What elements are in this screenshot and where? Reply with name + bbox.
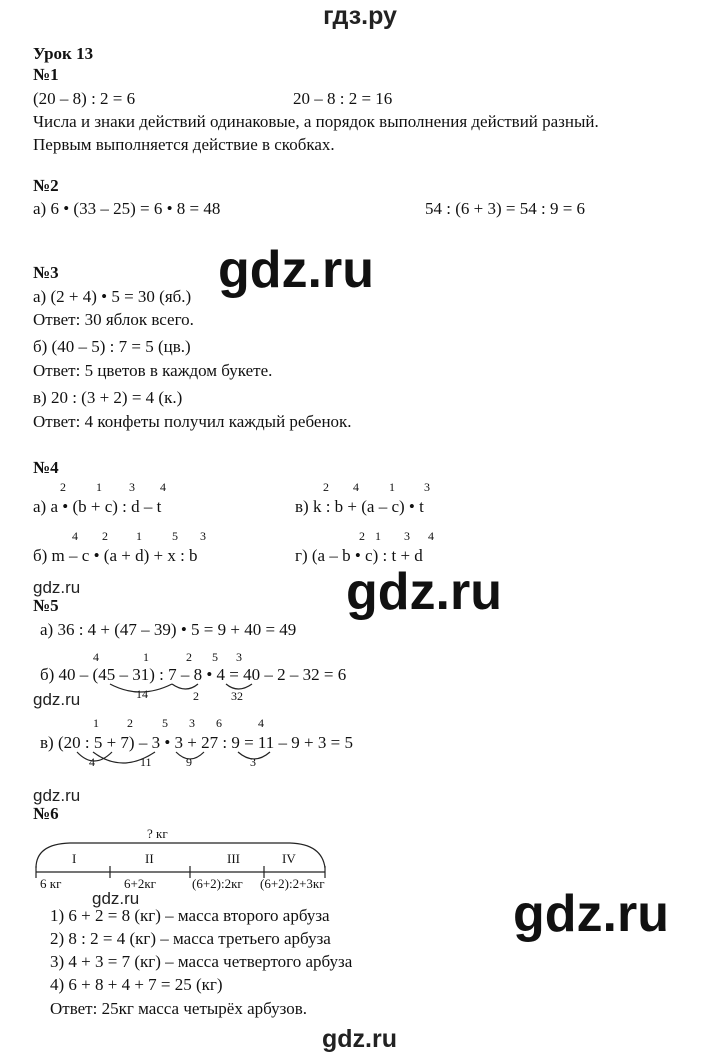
task5-b-sub-2: 2 [193,689,199,703]
task5-b-sub-1: 14 [136,687,148,701]
task6-label: №6 [33,804,59,823]
task2-expr-right: 54 : (6 + 3) = 54 : 9 = 6 [425,199,586,218]
diagram-seg-label-4: (6+2):2+3кг [260,876,325,891]
task5-b-expr: б) 40 – (45 – 31) : 7 – 8 • 4 = 40 – 2 – 32 = 6 [40,665,347,684]
watermark-small: gdz.ru [33,578,81,597]
task5-v-order-4: 3 [189,716,195,730]
task6-step-1: 1) 6 + 2 = 8 (кг) – масса второго арбуза [50,906,330,925]
site-footer[interactable]: gdz.ru [322,1025,397,1053]
task5-b-order-2: 1 [143,650,149,664]
diagram-segment-4: IV [282,851,296,866]
task4-g-expr: г) (a – b • c) : t + d [295,546,423,565]
diagram-seg-label-1: 6 кг [40,876,62,891]
task4-a-order-4: 4 [160,480,166,494]
task4-a-order-2: 1 [96,480,102,494]
task1-text2: Первым выполняется действие в скобках. [33,135,335,154]
task1-label: №1 [33,65,59,84]
task4-v-order-2: 4 [353,480,359,494]
watermark-gdz: gdz.ru [218,241,374,299]
task5-v-order-6: 4 [258,716,264,730]
task5-b-order-5: 3 [236,650,242,664]
task4-g-order-3: 3 [404,529,410,543]
task5-b-sub-3: 32 [231,689,243,703]
diagram-segment-2: II [145,851,154,866]
task4-g-order-1: 2 [359,529,365,543]
task3-label: №3 [33,263,59,282]
task4-a-order-1: 2 [60,480,66,494]
task4-a-order-3: 3 [129,480,135,494]
task4-b-order-1: 4 [72,529,78,543]
task2-label: №2 [33,176,59,195]
task4-b-order-3: 1 [136,529,142,543]
task3-c-expr: в) 20 : (3 + 2) = 4 (к.) [33,388,183,407]
task4-g-order-2: 1 [375,529,381,543]
diagram-segment-3: III [227,851,240,866]
task5-label: №5 [33,596,59,615]
lesson-title: Урок 13 [33,44,94,63]
task3-b-expr: б) (40 – 5) : 7 = 5 (цв.) [33,337,191,356]
task5-a-expr: а) 36 : 4 + (47 – 39) • 5 = 9 + 40 = 49 [40,620,297,639]
task5-v-order-2: 2 [127,716,133,730]
task4-v-expr: в) k : b + (a – c) • t [295,497,424,516]
diagram-segment-1: I [72,851,77,866]
task5-v-sub-2: 11 [140,755,152,769]
task1-expr-left: (20 – 8) : 2 = 6 [33,89,136,108]
task5-v-sub-4: 3 [250,755,256,769]
task5-b-order-4: 5 [212,650,218,664]
task5-v-expr: в) (20 : 5 + 7) – 3 • 3 + 27 : 9 = 11 – 9 + 3 = 5 [40,733,353,752]
task4-b-order-5: 3 [200,529,206,543]
task4-b-order-4: 5 [172,529,178,543]
task4-label: №4 [33,458,59,477]
task3-c-answer: Ответ: 4 конфеты получил каждый ребенок. [33,412,352,431]
task5-b-order-1: 4 [93,650,99,664]
diagram-seg-label-3: (6+2):2кг [192,876,243,891]
watermark-gdz: gdz.ru [346,563,502,621]
task5-v-order-1: 1 [93,716,99,730]
task5-v-order-5: 6 [216,716,222,730]
task5-v-sub-1: 4 [89,755,95,769]
task4-v-order-1: 2 [323,480,329,494]
task2-expr-left: а) 6 • (33 – 25) = 6 • 8 = 48 [33,199,221,218]
task4-b-expr: б) m – c • (a + d) + x : b [33,546,198,565]
watermark-small: gdz.ru [92,889,140,908]
task6-step-3: 3) 4 + 3 = 7 (кг) – масса четвертого арбуза [50,952,353,971]
task4-v-order-3: 1 [389,480,395,494]
task4-a-expr: а) a • (b + c) : d – t [33,497,162,516]
watermark-small: gdz.ru [33,786,81,805]
task6-step-2: 2) 8 : 2 = 4 (кг) – масса третьего арбуза [50,929,331,948]
task5-v-order-3: 5 [162,716,168,730]
task5-v-sub-3: 9 [186,755,192,769]
diagram-seg-label-2: 6+2кг [124,876,156,891]
task3-a-answer: Ответ: 30 яблок всего. [33,310,194,329]
task5-b-order-3: 2 [186,650,192,664]
task3-b-answer: Ответ: 5 цветов в каждом букете. [33,361,273,380]
task4-b-order-2: 2 [102,529,108,543]
task4-v-order-4: 3 [424,480,430,494]
task4-g-order-4: 4 [428,529,434,543]
watermark-small: gdz.ru [33,690,81,709]
task6-step-4: 4) 6 + 8 + 4 + 7 = 25 (кг) [50,975,223,994]
task3-a-expr: а) (2 + 4) • 5 = 30 (яб.) [33,287,192,306]
task6-answer: Ответ: 25кг масса четырёх арбузов. [50,999,308,1018]
site-header[interactable]: гдз.ру [323,2,397,30]
task1-text1: Числа и знаки действий одинаковые, а порядок выполнения действий разный. [33,112,599,131]
watermark-gdz: gdz.ru [513,885,669,943]
task1-expr-right: 20 – 8 : 2 = 16 [293,89,393,108]
diagram-total-label: ? кг [147,826,168,841]
